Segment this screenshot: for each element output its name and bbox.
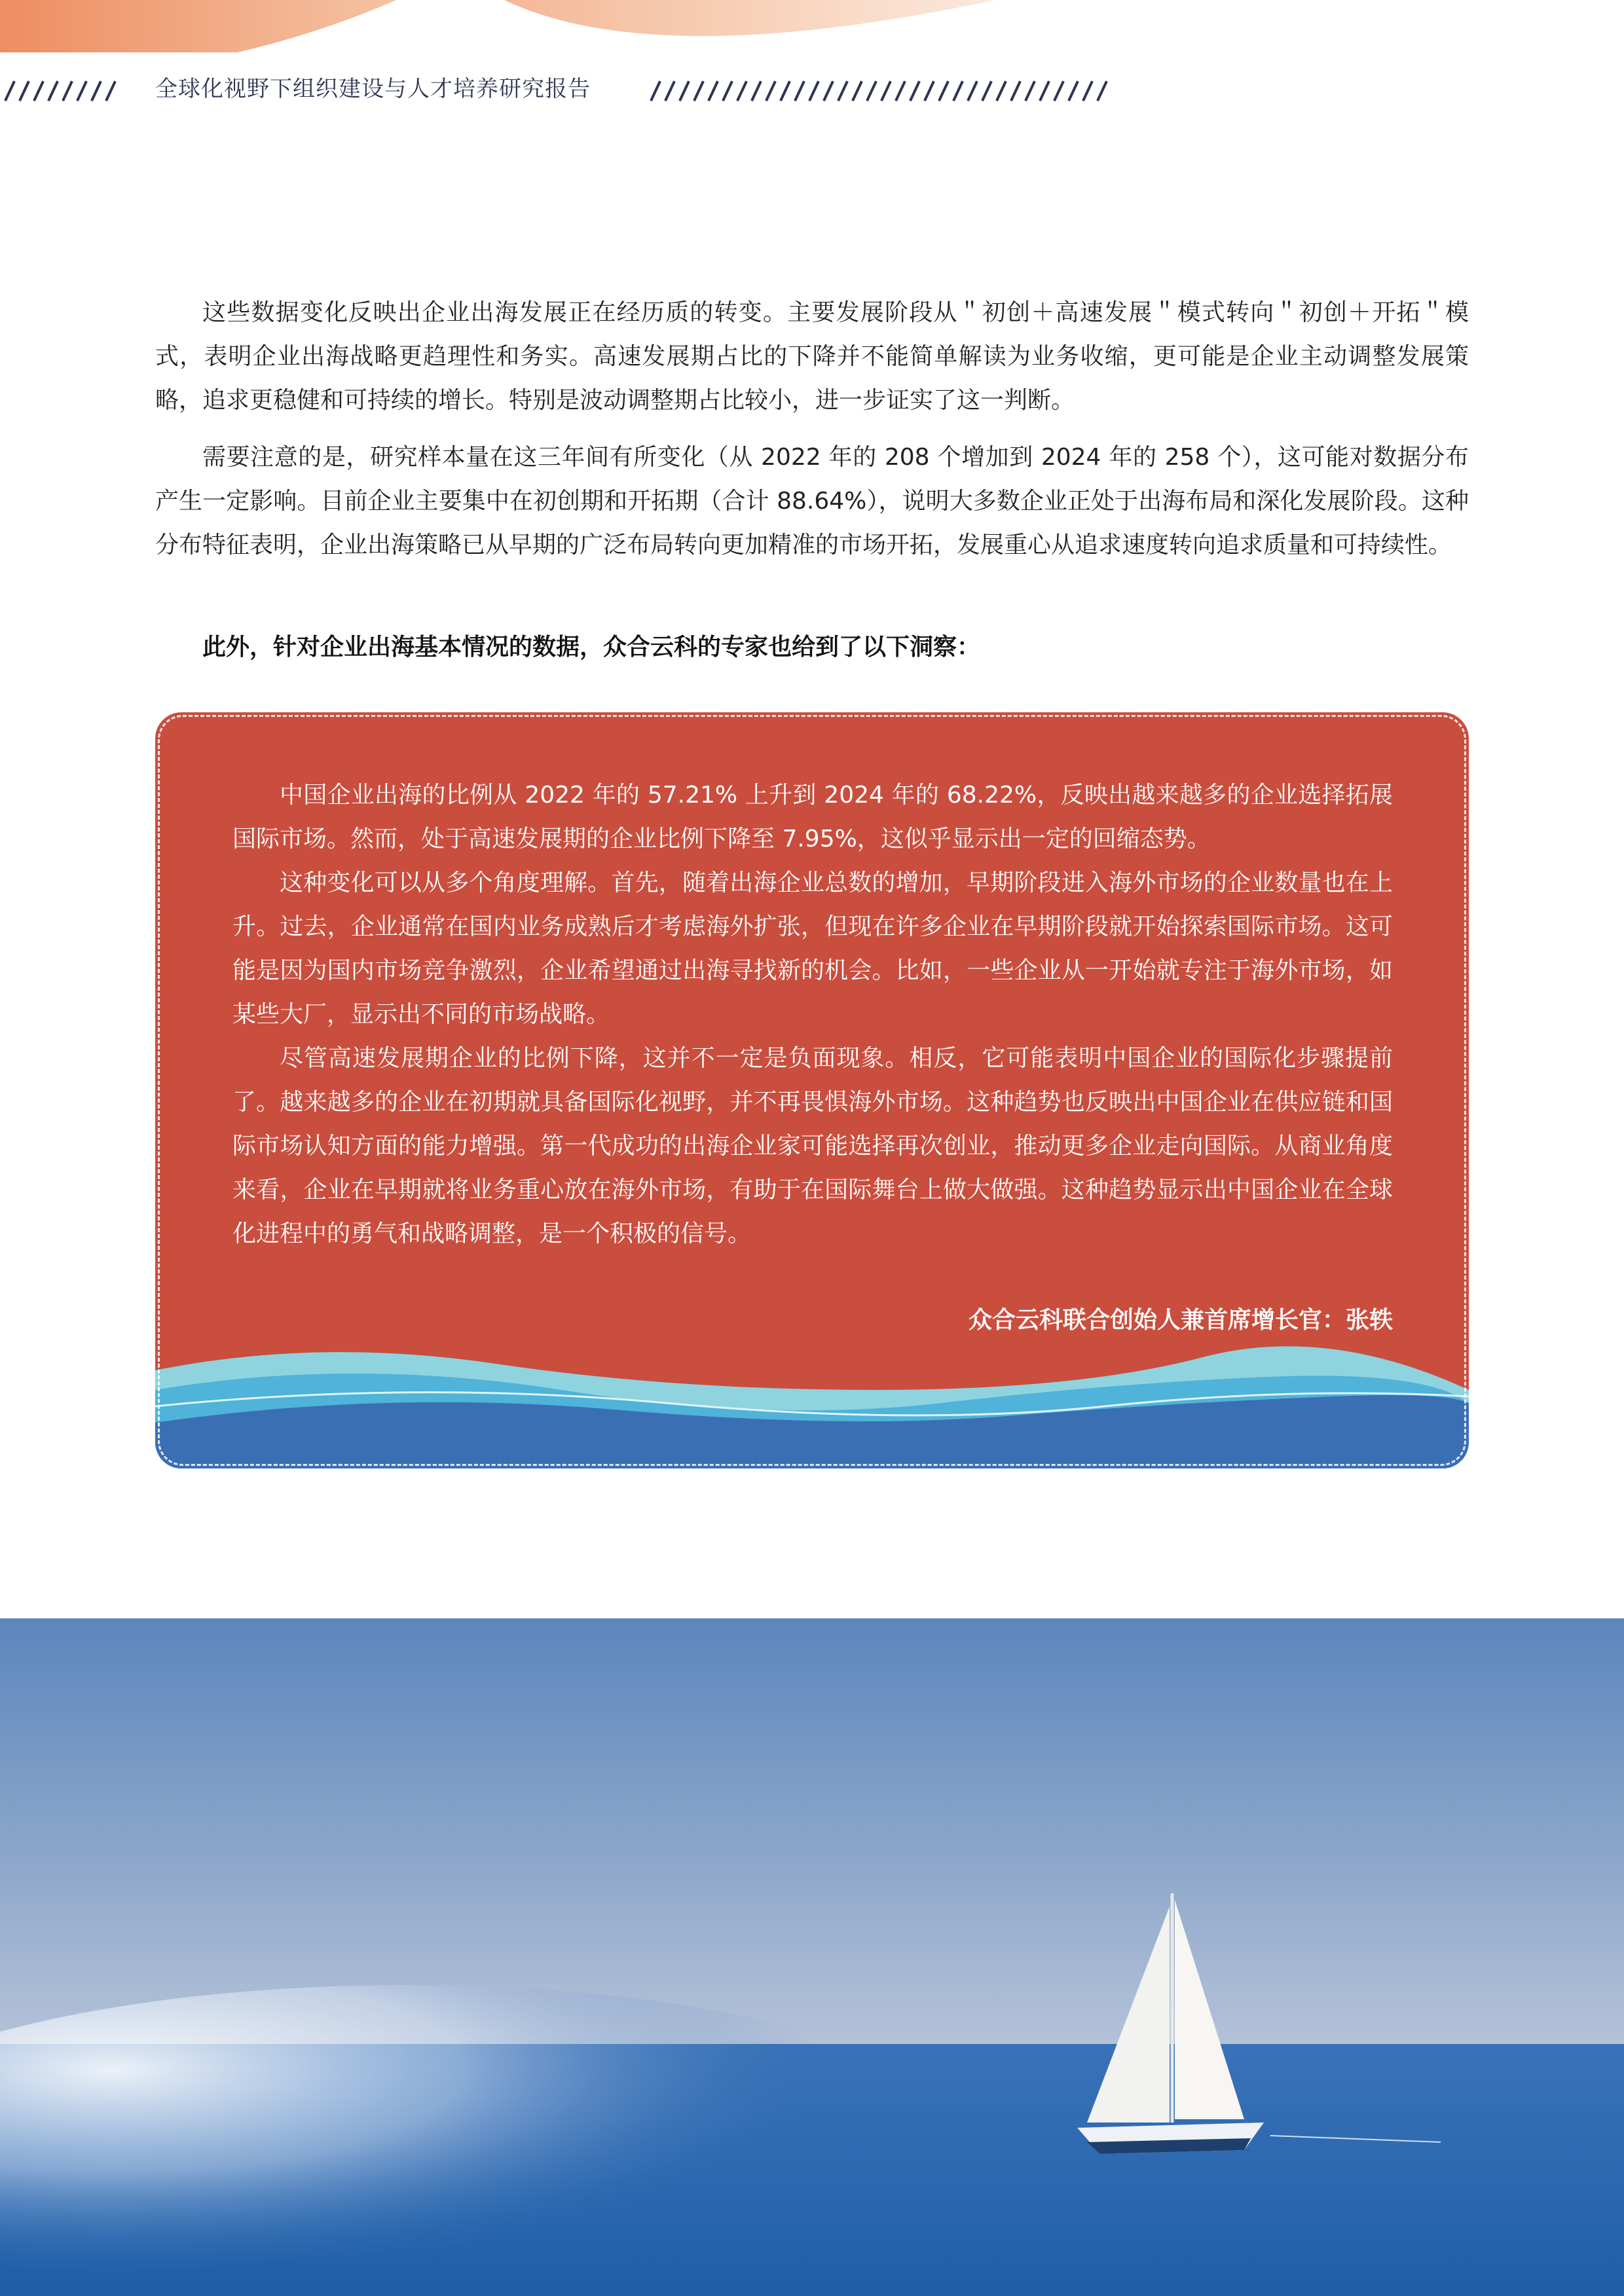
report-title: 全球化视野下组织建设与人才培养研究报告 [155,76,591,102]
expert-insight-card [155,712,1469,1468]
sailboat-photo [0,1618,1624,2296]
header-slash-decoration-right [648,76,1120,105]
insight-paragraph-1: 中国企业出海的比例从 2022 年的 57.21% 上升到 2024 年的 68.22%，反映出越来越多的企业选择拓展国际市场。然而，处于高速发展期的企业比例下降至 7.95%，这似乎显示出一定的回缩态势。 [232,782,1393,852]
insight-paragraph-3: 尽管高速发展期企业的比例下降，这并不一定是负面现象。相反，它可能表明中国企业的国际化步骤提前了。越来越多的企业在初期就具备国际化视野，并不再畏惧海外市场。这种趋势也反映出中国企业在供应链和国际市场认知方面的能力增强。第一代成功的出海企业家可能选择再次创业，推动更多企业走向国际。从商业角度来看，企业在早期就将业务重心放在海外市场，有助于在国际舞台上做大做强。这种趋势显示出中国企业在全球化进程中的勇气和战略调整，是一个积极的信号。 [232,1045,1393,1247]
lead-sentence: 此外，针对企业出海基本情况的数据，众合云科的专家也给到了以下洞察： [202,634,981,661]
top-decoration [0,0,1624,52]
body-paragraph-2 [155,435,1469,567]
paragraph-text: 这些数据变化反映出企业出海发展正在经历质的转变。主要发展阶段从＂初创＋高速发展＂模式转向＂初创＋开拓＂模式，表明企业出海战略更趋理性和务实。高速发展期占比的下降并不能简单解读为业务收缩，更可能是企业主动调整发展策略，追求更稳健和可持续的增长。特别是波动调整期占比较小，进一步证实了这一判断。 [155,299,1469,414]
insight-text [232,773,1393,1256]
header-slash-decoration-left [0,76,131,105]
body-paragraph-1 [155,291,1469,422]
paragraph-text: 需要注意的是，研究样本量在这三年间有所变化（从 2022 年的 208 个增加到 2024 年的 258 个），这可能对数据分布产生一定影响。目前企业主要集中在初创期和开拓期（合计 88.64%），说明大多数企业正处于出海布局和深化发展阶段。这种分布特征表明，企业出海策略已从早期的广泛布局转向更加精准的市场开拓，发展重心从追求速度转向追求质量和可持续性。 [155,444,1469,558]
signature: 众合云科联合创始人兼首席增长官：张轶 [968,1307,1393,1334]
insight-paragraph-2: 这种变化可以从多个角度理解。首先，随着出海企业总数的增加，早期阶段进入海外市场的企业数量也在上升。过去，企业通常在国内业务成熟后才考虑海外扩张，但现在许多企业在早期阶段就开始探索国际市场。这可能是因为国内市场竞争激烈，企业希望通过出海寻找新的机会。比如，一些企业从一开始就专注于海外市场，如某些大厂，显示出不同的市场战略。 [232,869,1393,1028]
wave-decoration [155,1344,1469,1468]
